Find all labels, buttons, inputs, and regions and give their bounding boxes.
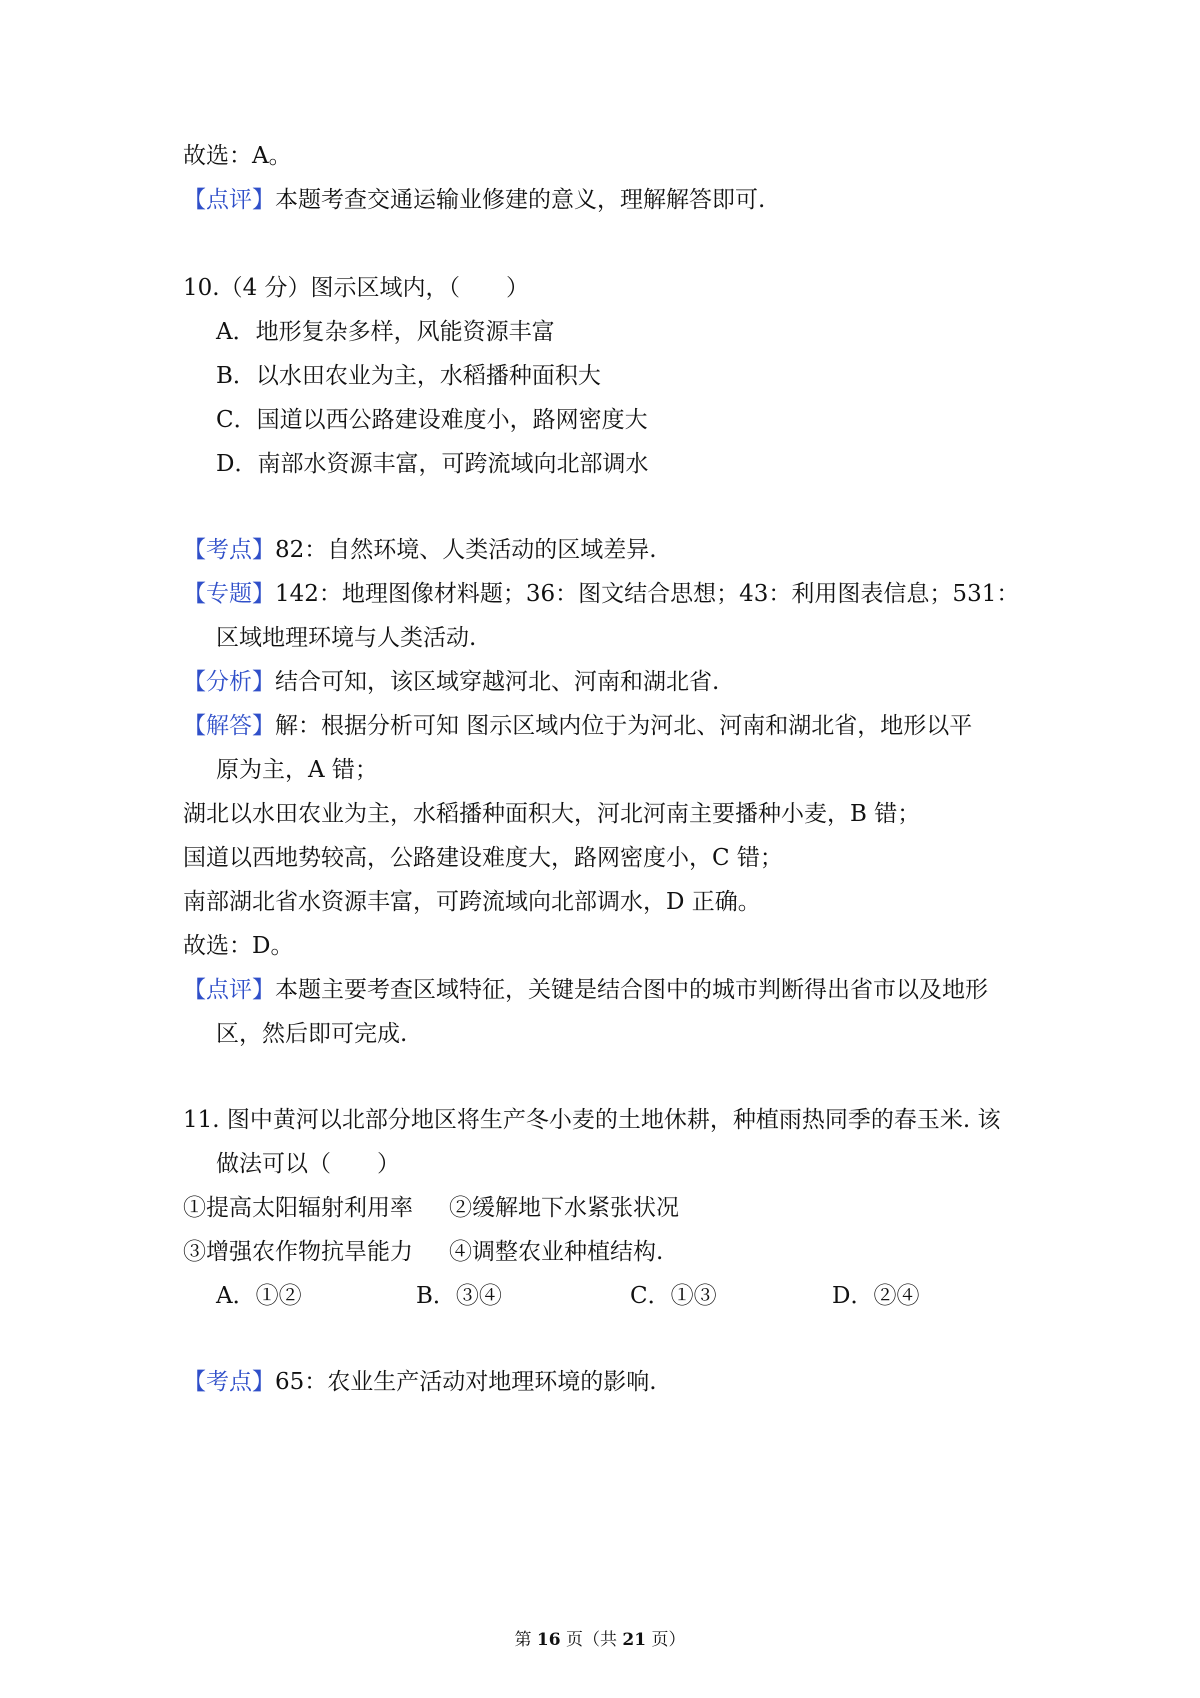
page-number: 16 xyxy=(536,1630,561,1650)
q11-items-row-1 xyxy=(183,1192,1043,1224)
q11-kaodian xyxy=(183,1366,1043,1398)
q10-dianping-cont: 区，然后即可完成. xyxy=(216,1021,408,1047)
total-pages: 21 xyxy=(622,1630,647,1650)
footer-suffix: 页） xyxy=(646,1630,686,1650)
footer-prefix: 第 xyxy=(514,1630,537,1650)
kaodian-tag: 【考点】 xyxy=(183,537,275,563)
kaodian-text: 82：自然环境、人类活动的区域差异. xyxy=(275,537,657,563)
dianping-text: 本题主要考查区域特征，关键是结合图中的城市判断得出省市以及地形 xyxy=(275,977,988,1003)
q11-option-c: C．①③ xyxy=(630,1283,717,1309)
q10-option-b: B．以水田农业为主，水稻播种面积大 xyxy=(216,363,601,389)
kaodian-tag: 【考点】 xyxy=(183,1369,275,1395)
prev-review xyxy=(183,184,1043,216)
q10-option-a: A．地形复杂多样，风能资源丰富 xyxy=(216,319,555,345)
page-footer xyxy=(0,1628,1200,1652)
jieda-text: 解：根据分析可知 图示区域内位于为河北、河南和湖北省，地形以平 xyxy=(275,713,973,739)
q10-jieda-line-3: 湖北以水田农业为主，水稻播种面积大，河北河南主要播种小麦，B 错； xyxy=(183,801,921,827)
q10-zhuanti xyxy=(183,578,1043,610)
zhuanti-tag: 【专题】 xyxy=(183,581,275,607)
q10-jieda-line-5: 南部湖北省水资源丰富，可跨流域向北部调水，D 正确。 xyxy=(183,889,761,915)
q10-jieda-line-4: 国道以西地势较高，公路建设难度大，路网密度小，C 错； xyxy=(183,845,783,871)
q11-item-3: ③增强农作物抗旱能力 xyxy=(183,1239,413,1265)
review-text: 本题考查交通运输业修建的意义，理解解答即可. xyxy=(275,187,766,213)
q10-fenxi xyxy=(183,666,1043,698)
q10-dianping xyxy=(183,974,1043,1006)
q11-item-4: ④调整农业种植结构. xyxy=(449,1239,664,1265)
q10-option-c: C．国道以西公路建设难度小，路网密度大 xyxy=(216,407,648,433)
dianping-tag: 【点评】 xyxy=(183,977,275,1003)
q10-answer: 故选：D。 xyxy=(183,933,294,959)
zhuanti-text: 142：地理图像材料题；36：图文结合思想；43：利用图表信息；531： xyxy=(275,581,1020,607)
q10-zhuanti-cont: 区域地理环境与人类活动. xyxy=(216,625,477,651)
q10-option-d: D．南部水资源丰富，可跨流域向北部调水 xyxy=(216,451,649,477)
prev-answer: 故选：A。 xyxy=(183,143,292,169)
jieda-tag: 【解答】 xyxy=(183,713,275,739)
review-tag: 【点评】 xyxy=(183,187,275,213)
fenxi-tag: 【分析】 xyxy=(183,669,275,695)
q10-stem: 10.（4 分）图示区域内，（ ） xyxy=(183,275,530,301)
q11-option-b: B．③④ xyxy=(416,1283,502,1309)
q11-item-1: ①提高太阳辐射利用率 xyxy=(183,1195,413,1221)
fenxi-text: 结合可知，该区域穿越河北、河南和湖北省. xyxy=(275,669,720,695)
footer-middle: 页（共 xyxy=(560,1630,623,1650)
q11-stem-cont: 做法可以（ ） xyxy=(216,1151,400,1177)
q11-stem: 11. 图中黄河以北部分地区将生产冬小麦的土地休耕，种植雨热同季的春玉米. 该 xyxy=(183,1107,1001,1133)
q11-item-2: ②缓解地下水紧张状况 xyxy=(449,1195,679,1221)
q10-jieda-cont: 原为主，A 错； xyxy=(216,757,378,783)
kaodian-text: 65：农业生产活动对地理环境的影响. xyxy=(275,1369,657,1395)
q11-items-row-2 xyxy=(183,1236,1043,1268)
q11-option-a: A．①② xyxy=(216,1283,302,1309)
q10-kaodian xyxy=(183,534,1043,566)
q10-jieda xyxy=(183,710,1043,742)
q11-option-d: D．②④ xyxy=(832,1283,920,1309)
